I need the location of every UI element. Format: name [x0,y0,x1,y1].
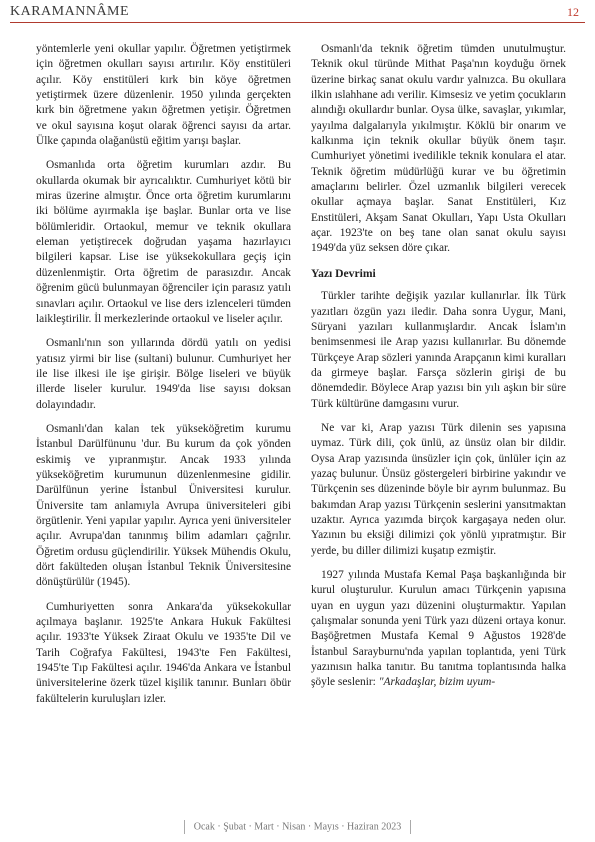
paragraph: Osmanlıda orta öğretim kurumları azdır. Bu okullarda okumak bir ayrıcalıktır. Cumhuriyet kötü bir miras üzerine almıştır. Önce orta öğretim kurumlarını iki bölüme ayırmakla işe başlar. Bunlar orta ve lise bölümleridir. Ortaokul, memur ve teknik okullara eleman yetiştirecek doğrudan yaşama hazırlayıcı bilgileri kapsar. Lise ise yüksekokullara geçiş için düzenlenmiştir. Orta öğretim de parasızdır. Ancak öğrenim gücü bulunmayan öğrenciler için parasız yatılı sınavları açılır. Ortaokul ve lise ders izlenceleri tümden laikleştirilir. İl merkezlerinde ortaokul ve liseler açılır. [36,159,291,325]
header-rule [10,22,585,23]
paragraph: Cumhuriyetten sonra Ankara'da yüksekokullar açılmaya başlanır. 1925'te Ankara Hukuk Fakültesi açılır. 1933'te Yüksek Ziraat Okulu ve 1935'te Dil ve Tarih Coğrafya Fakültesi, 1943'te Fen Fakültesi, 1945'te Tıp Fakültesi açılır. 1946'da Ankara ve İstanbul üniversitelerine özerk tüzel kişilik tanınır. Bunları öbür fakültelerin kuruluşları izler. [36,600,291,705]
paragraph-text: 1927 yılında Mustafa Kemal Paşa başkanlığında bir kurul oluşturulur. Kurulun amacı Türkçenin yapısına uyan en uygun yazı düzenini oluşturmaktır. Yapılan çalışmalar sonunda yeni Türk yazı düzeni ortaya konur. Başöğretmen Mustafa Kemal 9 Ağustos 1928'de İstanbul Sarayburnu'nda yapılan toplantıda, yeni Türk yazınısın halka tanıtır. Bu tanıtma toplantısında halka şöyle seslenir: [311,569,566,689]
footer-months: Ocak · Şubat · Mart · Nisan · Mayıs · Haziran [193,821,379,833]
page-number: 12 [567,5,579,19]
footer-divider [184,820,185,834]
paragraph: Osmanlı'da teknik öğretim tümden unutulmuştur. Teknik okul türünde Mithat Paşa'nın koyduğu örnek üzerine birkaç sanat okulu vardır yalnızca. Bu okullara ilkin ıslahhane adı verilir. Kimsesiz ve yetim çocukların alındığı okullardır bunlar. Oysa ülke, savaşlar, yıkımlar, yayılma dalgalarıyla yıkılmıştır. Köklü bir onarım ve kalkınma için teknik okullar büyük önem taşır. Cumhuriyet yönetimi ivedilikle teknik konulara el atar. Teknik öğretim müdürlüğü kurar ve bu öğretimin amaçlarını belirler. Özel uzmanlık bilgileri verecek okullar açmaya başlar. Sanat Enstitüleri, Kız Enstitüleri, Akşam Sanat Okulları, Yapı Usta Okulları açar. 1923'te on beş tane olan sanat okulu sayısı 1949'da yüz seksen döre çıkar. [311,43,566,255]
paragraph: Türkler tarihte değişik yazılar kullanırlar. İlk Türk yazıtları özgün yazı iledir. Daha sonra Uygur, Mani, Süryani yazıları kullanmışlardır. Ancak İslam'ın benimsenmesi ile Arap yazısı kullanırlar. Bu dönemde Türkçeye Arap sözleri yanında Arapçanın kimi kuralları da girmeye başlar. Farsça sözlerin girişi de bu dönemdedir. Böylece Arap yazısı bin yılı aşkın bir süre Türk kültürüne damgasını vurur. [311,290,566,410]
left-column [36,42,291,716]
footer-year: 2023 [381,821,402,833]
page-footer [0,820,595,834]
paragraph: Osmanlı'dan kalan tek yükseköğretim kurumu İstanbul Darülfünunu 'dur. Bu kurum da çok yönden eskimiş ve yıpranmıştır. Ancak 1933 yılında yükseköğretim kurumunun düzenlenmesine gidilir. Darülfünun yerine İstanbul Üniversitesi kurulur. Üniversite tam anlamıyla Avrupa üniversiteleri gibi örgütlenir. Yeni yapılar yapılır. Ayrıca yeni üniversiteler açılır. Avrupa'dan tanınmış bilim adamları çağrılır. Öğretim ordusu güçlendirilir. Yüksek Mühendis Okulu, dört fakülteden oluşan İstanbul Teknik Üniversitesine dönüştürülür (1945). [36,422,291,589]
paragraph [311,568,566,691]
quote-text: "Arkadaşlar, bizim uyum- [378,676,496,689]
paragraph: yöntemlerle yeni okullar yapılır. Öğretmen yetiştirmek için öğretmen okulları sayısı artırılır. Köy enstitüleri açılır. Köy enstitüleri kırk bin köye öğretmen yetiştirmek üzere düzenlenir. 1950 yılında gerçekten kırk bin öğretmene yakın öğretmen yetişir. Öğretmen ve okul sayısına koşut olarak öğrenci sayısı da artar. Ülke çapında olağanüstü eğitim yarışı başlar. [36,43,291,148]
journal-title: KARAMANNÂME [10,4,130,19]
paragraph: Ne var ki, Arap yazısı Türk dilenin ses yapısına uymaz. Türk dili, çok ünlü, az ünsüz olan bir dildir. Oysa Arap yazısında ünsüzler için çok, ünlüler için az yazaç bulunur. Ünsüz göstergeleri birbirine yakındır ve Türkçenin ses düzeninde böyle bir ayrım bulunmaz. Bu bakımdan Arap yazısı Türkçenin seslerini yansıtmaktan uzaktır. Ayrıca yazımda birçok kargaşaya neden olur. Yazının bu eksiği dilimizi çok yönlü yıpratmıştır. Bir yerde, bu diller dilimizi kuşatıp ezmiştir. [311,421,566,557]
paragraph: Osmanlı'nın son yıllarında dördü yatılı on yedisi yatısız yirmi bir lise (sultani) bulunur. Cumhuriyet her ile lise ilkesi ile işe girişir. Bölge liseleri ve büyük illerde liseler kurulur. 1949'da lise sayısı doksan dolayındadır. [36,337,291,411]
footer-divider [410,820,411,834]
right-column [311,42,566,700]
section-heading: Yazı Devrimi [311,266,376,280]
